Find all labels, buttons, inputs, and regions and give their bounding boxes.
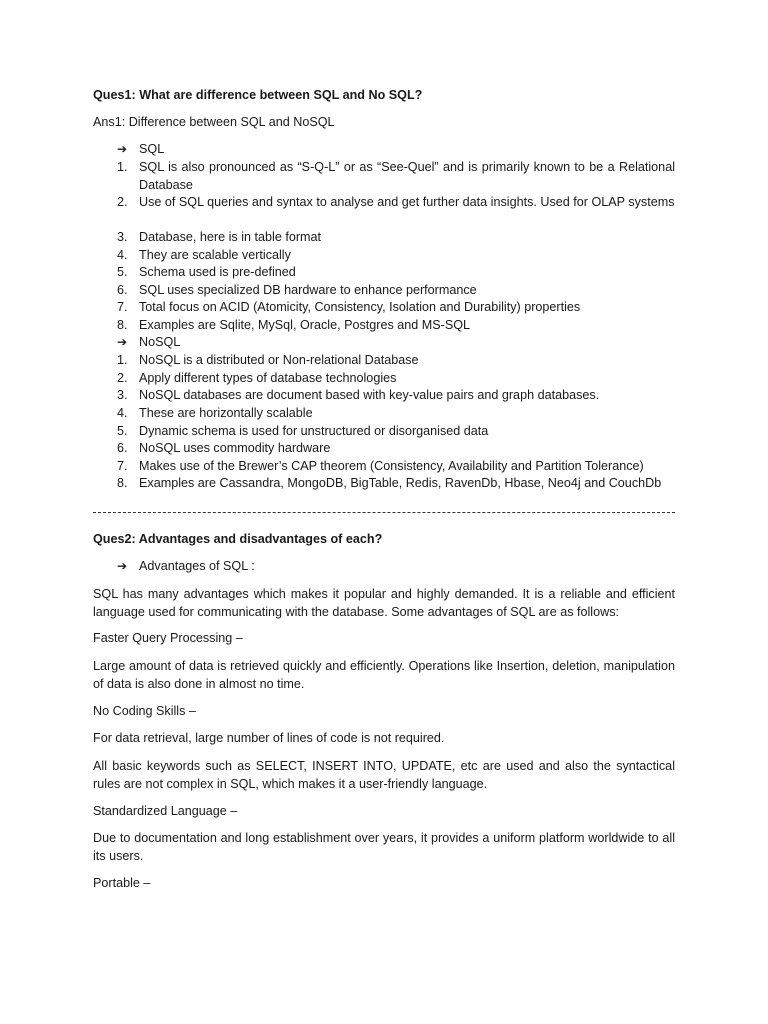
list-number: 2.: [117, 371, 128, 385]
list-item-text: SQL is also pronounced as “S-Q-L” or as “See-Quel” and is primarily known to be a Relational Database: [139, 160, 675, 192]
section-title: Standardized Language –: [93, 804, 238, 818]
list-item-text: SQL uses specialized DB hardware to enhance performance: [139, 283, 477, 297]
list-item: [93, 194, 675, 230]
list-item-text: Database, here is in table format: [139, 230, 322, 244]
list-number: 7.: [117, 300, 128, 314]
list-number: 8.: [117, 476, 128, 490]
list-number: 8.: [117, 318, 128, 332]
list-item-text: NoSQL is a distributed or Non-relational Database: [139, 353, 419, 367]
section-title: No Coding Skills –: [93, 704, 196, 718]
list-item-text: Examples are Cassandra, MongoDB, BigTable, Redis, RavenDb, Hbase, Neo4j and CouchDb: [139, 476, 662, 490]
arrow-right-icon: ➔: [117, 335, 128, 349]
list-number: 6.: [117, 283, 128, 297]
list-number: 5.: [117, 265, 128, 279]
list-item-text: Examples are Sqlite, MySql, Oracle, Postgres and MS-SQL: [139, 318, 471, 332]
arrow-right-icon: ➔: [117, 142, 128, 156]
list-number: 4.: [117, 406, 128, 420]
section-divider: [93, 512, 675, 513]
list-number: 3.: [117, 230, 128, 244]
list-number: 7.: [117, 459, 128, 473]
list-item-text: NoSQL databases are document based with key-value pairs and graph databases.: [139, 388, 600, 402]
list-item-text: Schema used is pre-defined: [139, 265, 296, 279]
nosql-bullet-label: NoSQL: [139, 335, 181, 349]
list-item-text: Apply different types of database technologies: [139, 371, 397, 385]
list-item: [93, 159, 675, 195]
q1-heading: Ques1: What are difference between SQL and No SQL?: [93, 88, 423, 102]
advantages-intro: SQL has many advantages which makes it popular and highly demanded. It is a reliable and efficient language used for communicating with the database. Some advantages of SQL are as follows:: [93, 587, 675, 619]
section-title: Faster Query Processing –: [93, 631, 243, 645]
section-paragraph: Due to documentation and long establishment over years, it provides a uniform platform worldwide to all its users.: [93, 831, 675, 863]
q1-answer-intro: Ans1: Difference between SQL and NoSQL: [93, 115, 335, 129]
list-number: 6.: [117, 441, 128, 455]
list-item-text: These are horizontally scalable: [139, 406, 313, 420]
list-number: 1.: [117, 160, 128, 174]
list-number: 4.: [117, 248, 128, 262]
section-title: Portable –: [93, 876, 151, 890]
list-item-text: NoSQL uses commodity hardware: [139, 441, 331, 455]
section-paragraph: Large amount of data is retrieved quickly and efficiently. Operations like Insertion, deletion, manipulation of data is also done in almost no time.: [93, 659, 675, 691]
list-item-text: Dynamic schema is used for unstructured or disorganised data: [139, 424, 489, 438]
list-number: 3.: [117, 388, 128, 402]
section-paragraph: For data retrieval, large number of lines of code is not required.: [93, 731, 445, 745]
list-item-text: Total focus on ACID (Atomicity, Consistency, Isolation and Durability) properties: [139, 300, 581, 314]
arrow-right-icon: ➔: [117, 559, 128, 573]
list-number: 5.: [117, 424, 128, 438]
list-item-text: They are scalable vertically: [139, 248, 291, 262]
list-item-text: Makes use of the Brewer’s CAP theorem (Consistency, Availability and Partition Tolerance): [139, 459, 644, 473]
list-number: 1.: [117, 353, 128, 367]
q2-heading: Ques2: Advantages and disadvantages of each?: [93, 532, 383, 546]
sql-bullet-label: SQL: [139, 142, 165, 156]
list-item-text: Use of SQL queries and syntax to analyse and get further data insights. Used for OLAP systems: [139, 195, 675, 209]
list-number: 2.: [117, 195, 128, 209]
section-paragraph: All basic keywords such as SELECT, INSERT INTO, UPDATE, etc are used and also the syntactical rules are not complex in SQL, which makes it a user-friendly language.: [93, 759, 675, 791]
advantages-label: Advantages of SQL :: [139, 559, 255, 573]
